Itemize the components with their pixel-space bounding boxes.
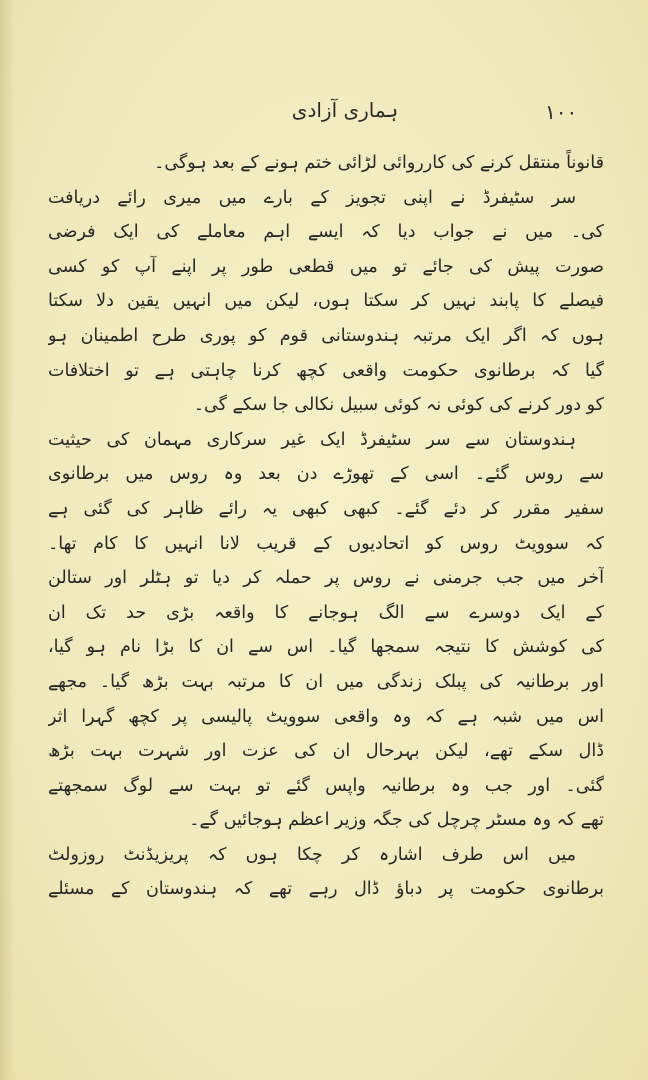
text-line: آخر میں جب جرمنی نے روس پر حملہ کر دیا تو ہٹلر اور ستالن: [48, 568, 604, 589]
text-line: سر سٹیفرڈ نے اپنی تجویز کے بارے میں میری رائے دریافت: [48, 187, 576, 208]
text-line: ڈال سکے تھے، لیکن بہرحال ان کی عزت اور شہرت بہت بڑھ: [48, 741, 604, 762]
body-text: [48, 146, 604, 907]
text-line: صورت پیش کی جائے تو میں قطعی طور پر اپنے آپ کو کسی: [48, 256, 604, 277]
text-line: سفیر مقرر کر دئے گئے۔ کبھی کبھی یہ رائے ظاہر کی گئی ہے: [48, 498, 604, 519]
text-line: برطانوی حکومت پر دباؤ ڈال رہے تھے کہ ہندوستان کے مسئلے: [48, 879, 604, 900]
text-line: کی کوشش کا نتیجہ سمجھا گیا۔ اس سے ان کا بڑا نام ہو گیا،: [48, 637, 604, 658]
text-line: گیا کہ برطانوی حکومت واقعی کچھ کرنا چاہتی ہے تو اختلافات: [48, 360, 604, 381]
text-line: سے روس گئے۔ اسی کے تھوڑے دن بعد وہ روس میں برطانوی: [48, 464, 604, 485]
text-line: فیصلے کا پابند نہیں کر سکتا ہوں، لیکن میں انہیں یقین دلا سکتا: [48, 291, 604, 312]
text-line: کے ایک دوسرے سے الگ ہوجانے کا واقعہ بڑی حد تک ان: [48, 602, 604, 623]
text-line: میں اس طرف اشارہ کر چکا ہوں کہ پریزیڈنٹ روزولٹ: [48, 844, 576, 865]
running-title: ہماری آزادی: [291, 98, 399, 122]
text-line: کی۔ میں نے جواب دیا کہ ایسے اہم معاملے کی ایک فرضی: [48, 222, 604, 243]
text-line: اس میں شبہ ہے کہ وہ واقعی سوویٹ پالیسی پر کچھ گہرا اثر: [48, 706, 604, 727]
text-line: کہ سوویٹ روس کو اتحادیوں کے قریب لانا انہیں کا کام تھا۔: [48, 533, 604, 554]
text-line: تھے کہ وہ مسٹر چرچل کی جگہ وزیر اعظم ہوجائیں گے۔: [189, 810, 604, 831]
text-line: قانوناً منتقل کرنے کی کارروائی لڑائی ختم ہونے کے بعد ہوگی۔: [154, 153, 604, 173]
text-line: اور برطانیہ کی پبلک زندگی میں ان کا مرتبہ بہت بڑھ گیا۔ مجھے: [48, 671, 604, 692]
page-header: [0, 96, 648, 136]
page-number: ۱۰۰: [545, 100, 578, 124]
page-gutter-shadow: [0, 0, 14, 1080]
text-line: ہوں کہ اگر ایک مرتبہ ہندوستانی قوم کو پوری طرح اطمینان ہو: [48, 325, 604, 346]
text-line: ہندوستان سے سر سٹیفرڈ ایک غیر سرکاری مہمان کی حیثیت: [48, 429, 576, 450]
text-line: گئی۔ اور جب وہ برطانیہ واپس گئے تو بہت سے لوگ سمجھتے: [48, 775, 604, 796]
text-line: کو دور کرنے کی کوئی نہ کوئی سبیل نکالی جا سکے گی۔: [193, 395, 604, 416]
